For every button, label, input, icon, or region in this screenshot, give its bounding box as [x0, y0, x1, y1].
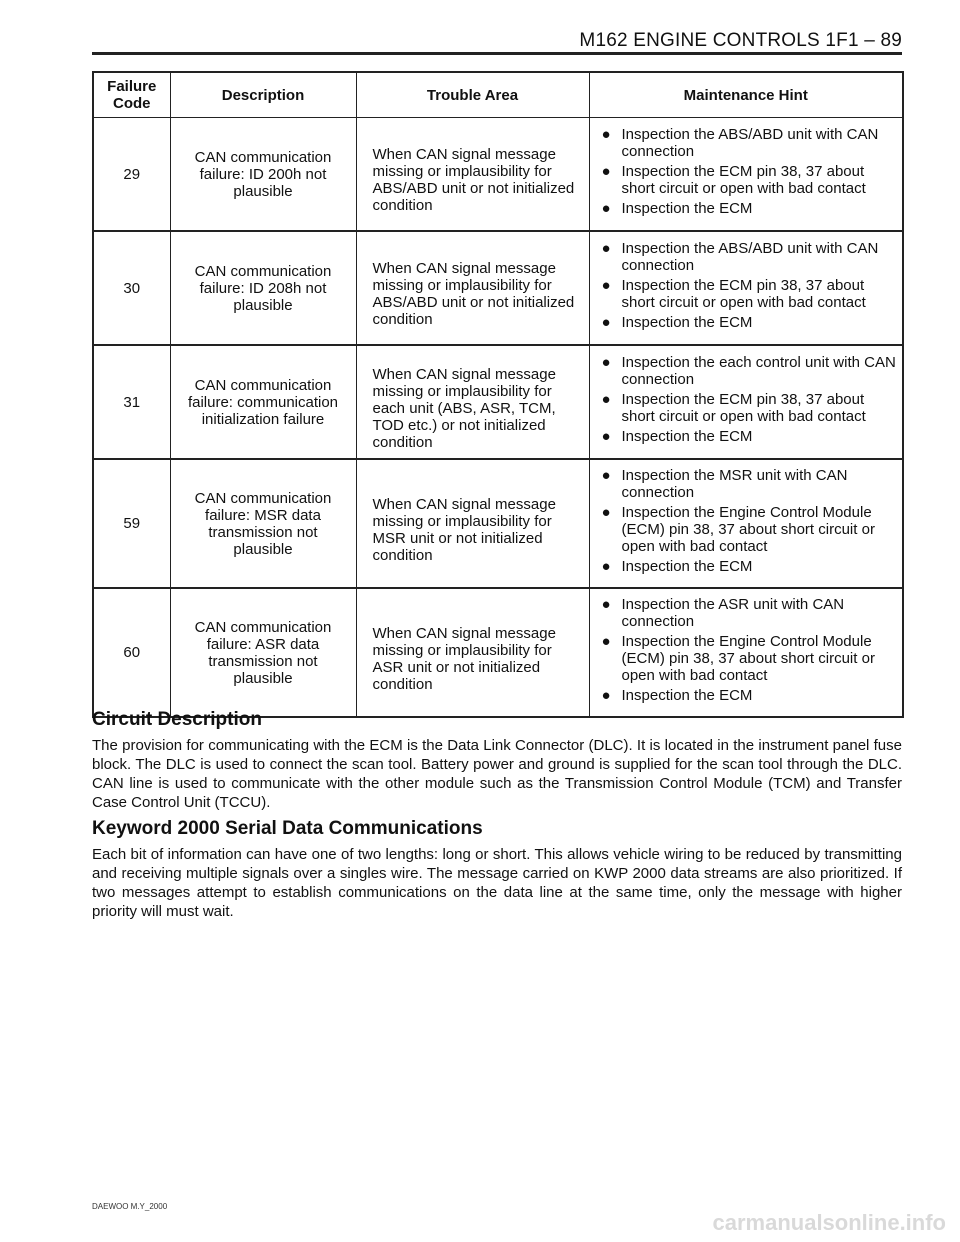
- maintenance-hint-list: [598, 354, 897, 445]
- bullet-icon: ●: [601, 126, 611, 143]
- failure-code-cell: 31: [93, 345, 170, 459]
- bullet-icon: ●: [601, 687, 611, 704]
- keyword-2000-text: Each bit of information can have one of two lengths: long or short. This allows vehicle wiring to be reduced by transmitting and receiving multiple signals over a singles wire. The message carried on KWP 2000 data streams are also prioritized. If two messages attempt to establish communications on the data line at the same time, only the message with higher priority will must wait.: [92, 846, 902, 920]
- table-row: [93, 345, 903, 459]
- maintenance-hint-list: [598, 126, 897, 217]
- list-item: [598, 558, 897, 575]
- table-header-row: [93, 72, 903, 118]
- table-row: [93, 231, 903, 345]
- bullet-icon: ●: [601, 163, 611, 180]
- description-cell: CAN communication failure: ASR data transmission not plausible: [170, 588, 356, 717]
- failure-code-cell: 60: [93, 588, 170, 717]
- page-header-title: M162 ENGINE CONTROLS 1F1 – 89: [579, 30, 902, 51]
- bullet-icon: ●: [601, 428, 611, 445]
- hint-text: Inspection the ASR unit with CAN connection: [621, 596, 845, 630]
- failure-code-cell: 59: [93, 459, 170, 588]
- trouble-area-cell: When CAN signal message missing or implausibility for ABS/ABD unit or not initialized condition: [356, 231, 589, 345]
- column-header-maintenance-hint: Maintenance Hint: [589, 72, 903, 118]
- maintenance-hint-cell: [589, 588, 903, 717]
- bullet-icon: ●: [601, 467, 611, 484]
- list-item: [598, 277, 897, 311]
- list-item: [598, 633, 897, 684]
- hint-text: Inspection the ECM: [621, 428, 753, 445]
- hint-text: Inspection the each control unit with CAN connection: [621, 354, 896, 388]
- list-item: [598, 126, 897, 160]
- hint-text: Inspection the ECM pin 38, 37 about short circuit or open with bad contact: [621, 163, 866, 197]
- bullet-icon: ●: [601, 558, 611, 575]
- bullet-icon: ●: [601, 277, 611, 294]
- trouble-area-cell: When CAN signal message missing or implausibility for ABS/ABD unit or not initialized condition: [356, 118, 589, 232]
- column-header-failure-code: Failure Code: [93, 72, 170, 118]
- maintenance-hint-cell: [589, 345, 903, 459]
- trouble-area-cell: When CAN signal message missing or implausibility for ASR unit or not initialized condition: [356, 588, 589, 717]
- maintenance-hint-list: [598, 240, 897, 331]
- hint-text: Inspection the ECM pin 38, 37 about short circuit or open with bad contact: [621, 391, 866, 425]
- header-rule: [92, 52, 902, 55]
- list-item: [598, 163, 897, 197]
- bullet-icon: ●: [601, 200, 611, 217]
- column-header-trouble-area: Trouble Area: [356, 72, 589, 118]
- column-header-description: Description: [170, 72, 356, 118]
- table-row: [93, 588, 903, 717]
- bullet-icon: ●: [601, 633, 611, 650]
- description-cell: CAN communication failure: ID 200h not plausible: [170, 118, 356, 232]
- trouble-area-cell: When CAN signal message missing or implausibility for each unit (ABS, ASR, TCM, TOD etc.) or not initialized condition: [356, 345, 589, 459]
- bullet-icon: ●: [601, 596, 611, 613]
- list-item: [598, 391, 897, 425]
- hint-text: Inspection the ABS/ABD unit with CAN connection: [621, 240, 879, 274]
- maintenance-hint-list: [598, 467, 897, 575]
- dtc-table: [92, 71, 904, 718]
- list-item: [598, 428, 897, 445]
- circuit-description-text: The provision for communicating with the ECM is the Data Link Connector (DLC). It is located in the instrument panel fuse block. The DLC is used to connect the scan tool. Battery power and ground is supplied for the scan tool through the DLC. CAN line is used to communicate with the other module such as the Transmission Control Module (TCM) and Transfer Case Control Unit (TCCU).: [92, 737, 902, 811]
- table-row: [93, 118, 903, 232]
- list-item: [598, 687, 897, 704]
- hint-text: Inspection the ECM: [621, 200, 753, 217]
- keyword-2000-heading: Keyword 2000 Serial Data Communications: [92, 818, 483, 839]
- description-cell: CAN communication failure: MSR data transmission not plausible: [170, 459, 356, 588]
- list-item: [598, 314, 897, 331]
- maintenance-hint-cell: [589, 231, 903, 345]
- hint-text: Inspection the Engine Control Module (ECM) pin 38, 37 about short circuit or open with bad contact: [621, 504, 875, 555]
- failure-code-cell: 29: [93, 118, 170, 232]
- list-item: [598, 467, 897, 501]
- hint-text: Inspection the Engine Control Module (ECM) pin 38, 37 about short circuit or open with bad contact: [621, 633, 875, 684]
- bullet-icon: ●: [601, 391, 611, 408]
- hint-text: Inspection the ECM: [621, 314, 753, 331]
- list-item: [598, 240, 897, 274]
- maintenance-hint-cell: [589, 118, 903, 232]
- description-cell: CAN communication failure: communication initialization failure: [170, 345, 356, 459]
- hint-text: Inspection the ECM: [621, 687, 753, 704]
- description-cell: CAN communication failure: ID 208h not plausible: [170, 231, 356, 345]
- list-item: [598, 504, 897, 555]
- bullet-icon: ●: [601, 314, 611, 331]
- maintenance-hint-list: [598, 596, 897, 704]
- bullet-icon: ●: [601, 240, 611, 257]
- list-item: [598, 354, 897, 388]
- circuit-description-heading: Circuit Description: [92, 709, 262, 730]
- hint-text: Inspection the MSR unit with CAN connection: [621, 467, 848, 501]
- footer-model-year: DAEWOO M.Y_2000: [92, 1202, 168, 1211]
- failure-code-cell: 30: [93, 231, 170, 345]
- hint-text: Inspection the ECM pin 38, 37 about short circuit or open with bad contact: [621, 277, 866, 311]
- list-item: [598, 596, 897, 630]
- list-item: [598, 200, 897, 217]
- bullet-icon: ●: [601, 504, 611, 521]
- hint-text: Inspection the ABS/ABD unit with CAN connection: [621, 126, 879, 160]
- bullet-icon: ●: [601, 354, 611, 371]
- maintenance-hint-cell: [589, 459, 903, 588]
- trouble-area-cell: When CAN signal message missing or implausibility for MSR unit or not initialized condition: [356, 459, 589, 588]
- hint-text: Inspection the ECM: [621, 558, 753, 575]
- table-row: [93, 459, 903, 588]
- footer-watermark: carmanualsonline.info: [712, 1210, 946, 1235]
